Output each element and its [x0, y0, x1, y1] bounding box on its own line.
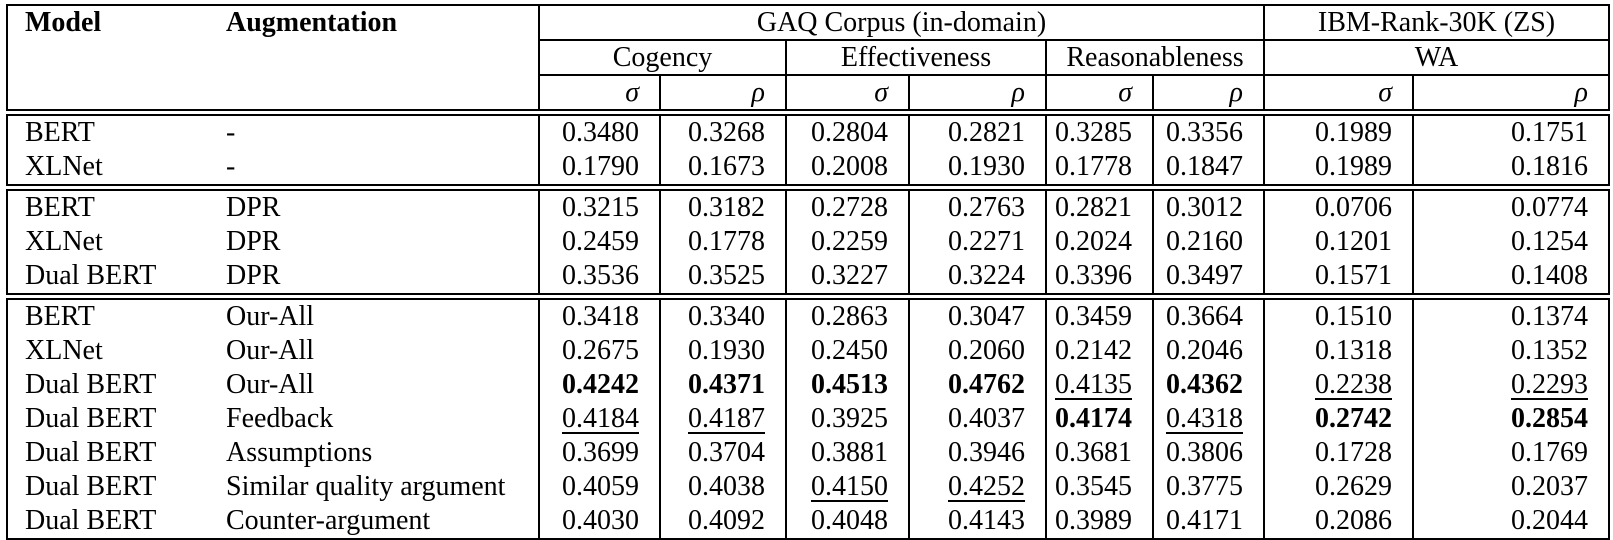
metric-header-rho: ρ: [1153, 75, 1264, 113]
value-cell: 0.4362: [1153, 368, 1264, 402]
value-cell: 0.3925: [786, 402, 909, 436]
value-cell: 0.1374: [1413, 297, 1609, 335]
value-cell: 0.2271: [909, 225, 1046, 259]
model-cell: BERT: [7, 188, 209, 226]
value-cell: 0.2024: [1046, 225, 1153, 259]
value-cell: 0.2160: [1153, 225, 1264, 259]
value-cell: 0.1201: [1264, 225, 1413, 259]
value-cell: 0.3224: [909, 259, 1046, 297]
value-cell: 0.3012: [1153, 188, 1264, 226]
value-cell: 0.4762: [909, 368, 1046, 402]
value-cell: 0.4252: [909, 470, 1046, 504]
table-row: [7, 225, 1609, 259]
model-cell: Dual BERT: [25, 403, 157, 434]
augmentation-column-header: Augmentation: [226, 7, 398, 38]
value-cell: 0.3215: [539, 188, 660, 226]
value-cell: 0.1989: [1264, 150, 1413, 188]
value-cell: 0.3356: [1153, 113, 1264, 151]
value-cell: 0.3340: [660, 297, 786, 335]
value-cell: 0.4048: [786, 504, 909, 539]
table-row: [7, 402, 1609, 436]
model-cell: BERT: [7, 113, 209, 151]
augmentation-cell: DPR: [226, 260, 281, 291]
value-cell: 0.3806: [1153, 436, 1264, 470]
model-cell: XLNet: [25, 226, 103, 257]
model-cell: Dual BERT: [25, 260, 157, 291]
value-cell: 0.3396: [1046, 259, 1153, 297]
value-cell: 0.3704: [660, 436, 786, 470]
augmentation-cell: Assumptions: [226, 437, 373, 468]
value-cell: 0.4143: [909, 504, 1046, 539]
value-cell: 0.4030: [539, 504, 660, 539]
value-cell: 0.1254: [1413, 225, 1609, 259]
value-cell: 0.1408: [1413, 259, 1609, 297]
augmentation-cell: Our-All: [226, 335, 315, 366]
value-cell: 0.3182: [660, 188, 786, 226]
value-cell: 0.3480: [539, 113, 660, 151]
model-cell: XLNet: [25, 335, 103, 366]
value-cell: 0.2142: [1046, 334, 1153, 368]
value-cell: 0.2259: [786, 225, 909, 259]
value-cell: 0.1510: [1264, 297, 1413, 335]
model-cell: BERT: [7, 297, 209, 335]
value-cell: 0.2450: [786, 334, 909, 368]
table-row: [7, 368, 1609, 402]
subgroup-header-effectiveness: Effectiveness: [786, 40, 1046, 75]
value-cell: 0.2060: [909, 334, 1046, 368]
value-cell: 0.0774: [1413, 188, 1609, 226]
metric-header-sigma: σ: [786, 75, 909, 113]
augmentation-cell: DPR: [209, 188, 539, 226]
value-cell: 0.4135: [1046, 368, 1153, 402]
augmentation-cell: Counter-argument: [226, 505, 431, 536]
value-cell: 0.4059: [539, 470, 660, 504]
value-cell: 0.4150: [786, 470, 909, 504]
value-cell: 0.4171: [1153, 504, 1264, 539]
subgroup-header-wa: WA: [1264, 40, 1609, 75]
table-row: [7, 113, 1609, 151]
value-cell: 0.1673: [660, 150, 786, 188]
value-cell: 0.1769: [1413, 436, 1609, 470]
value-cell: 0.2821: [909, 113, 1046, 151]
value-cell: 0.1930: [660, 334, 786, 368]
value-cell: 0.3227: [786, 259, 909, 297]
table-row: [7, 259, 1609, 297]
augmentation-cell: -: [209, 113, 539, 151]
model-cell: Dual BERT: [25, 369, 157, 400]
value-cell: 0.1318: [1264, 334, 1413, 368]
value-cell: 0.2863: [786, 297, 909, 335]
value-cell: 0.4187: [660, 402, 786, 436]
value-cell: 0.3285: [1046, 113, 1153, 151]
table-row: [7, 297, 1609, 335]
table-row: [7, 150, 1609, 188]
results-table-container: [6, 4, 1610, 540]
value-cell: 0.4371: [660, 368, 786, 402]
value-cell: 0.2293: [1413, 368, 1609, 402]
augmentation-cell: Similar quality argument: [226, 471, 506, 502]
metric-header-sigma: σ: [1046, 75, 1153, 113]
value-cell: 0.3664: [1153, 297, 1264, 335]
value-cell: 0.3989: [1046, 504, 1153, 539]
value-cell: 0.3525: [660, 259, 786, 297]
model-cell: Dual BERT: [25, 471, 157, 502]
value-cell: 0.4318: [1153, 402, 1264, 436]
metric-header-rho: ρ: [660, 75, 786, 113]
model-column-header: Model: [25, 7, 102, 38]
value-cell: 0.2459: [539, 225, 660, 259]
value-cell: 0.3459: [1046, 297, 1153, 335]
value-cell: 0.2037: [1413, 470, 1609, 504]
augmentation-cell: Feedback: [226, 403, 334, 434]
value-cell: 0.1790: [539, 150, 660, 188]
value-cell: 0.3268: [660, 113, 786, 151]
value-cell: 0.4184: [539, 402, 660, 436]
value-cell: 0.3497: [1153, 259, 1264, 297]
value-cell: 0.2046: [1153, 334, 1264, 368]
value-cell: 0.1728: [1264, 436, 1413, 470]
results-table: [6, 4, 1610, 540]
value-cell: 0.4513: [786, 368, 909, 402]
corpus-group-header-ibm: IBM-Rank-30K (ZS): [1264, 5, 1609, 40]
value-cell: 0.2044: [1413, 504, 1609, 539]
value-cell: 0.3545: [1046, 470, 1153, 504]
metric-header-sigma: σ: [1264, 75, 1413, 113]
value-cell: 0.1816: [1413, 150, 1609, 188]
value-cell: 0.3418: [539, 297, 660, 335]
metric-header-rho: ρ: [1413, 75, 1609, 113]
table-row: [7, 334, 1609, 368]
value-cell: 0.3881: [786, 436, 909, 470]
table-row: [7, 188, 1609, 226]
value-cell: 0.2821: [1046, 188, 1153, 226]
model-cell: XLNet: [25, 151, 103, 182]
value-cell: 0.4242: [539, 368, 660, 402]
value-cell: 0.1930: [909, 150, 1046, 188]
value-cell: 0.1352: [1413, 334, 1609, 368]
value-cell: 0.3536: [539, 259, 660, 297]
value-cell: 0.2008: [786, 150, 909, 188]
value-cell: 0.2763: [909, 188, 1046, 226]
model-cell: Dual BERT: [25, 505, 157, 536]
value-cell: 0.1571: [1264, 259, 1413, 297]
value-cell: 0.1751: [1413, 113, 1609, 151]
augmentation-cell: Our-All: [209, 297, 539, 335]
header-row-corpora: [7, 5, 1609, 40]
table-row: [7, 436, 1609, 470]
augmentation-cell: DPR: [226, 226, 281, 257]
value-cell: 0.4038: [660, 470, 786, 504]
value-cell: 0.2728: [786, 188, 909, 226]
model-cell: Dual BERT: [25, 437, 157, 468]
metric-header-sigma: σ: [539, 75, 660, 113]
subgroup-header-reasonableness: Reasonableness: [1046, 40, 1264, 75]
value-cell: 0.3775: [1153, 470, 1264, 504]
value-cell: 0.3946: [909, 436, 1046, 470]
corpus-group-header-gaq: GAQ Corpus (in-domain): [539, 5, 1264, 40]
value-cell: 0.3047: [909, 297, 1046, 335]
table-row: [7, 504, 1609, 539]
value-cell: 0.0706: [1264, 188, 1413, 226]
value-cell: 0.2742: [1264, 402, 1413, 436]
value-cell: 0.4092: [660, 504, 786, 539]
value-cell: 0.3681: [1046, 436, 1153, 470]
value-cell: 0.4174: [1046, 402, 1153, 436]
augmentation-cell: Our-All: [226, 369, 315, 400]
value-cell: 0.4037: [909, 402, 1046, 436]
value-cell: 0.1847: [1153, 150, 1264, 188]
augmentation-cell: -: [226, 151, 236, 182]
value-cell: 0.1778: [660, 225, 786, 259]
value-cell: 0.2675: [539, 334, 660, 368]
value-cell: 0.1989: [1264, 113, 1413, 151]
table-row: [7, 470, 1609, 504]
value-cell: 0.1778: [1046, 150, 1153, 188]
value-cell: 0.2238: [1264, 368, 1413, 402]
value-cell: 0.2086: [1264, 504, 1413, 539]
metric-header-rho: ρ: [909, 75, 1046, 113]
table-body: [7, 113, 1609, 540]
value-cell: 0.2629: [1264, 470, 1413, 504]
value-cell: 0.2854: [1413, 402, 1609, 436]
value-cell: 0.2804: [786, 113, 909, 151]
subgroup-header-cogency: Cogency: [539, 40, 786, 75]
value-cell: 0.3699: [539, 436, 660, 470]
